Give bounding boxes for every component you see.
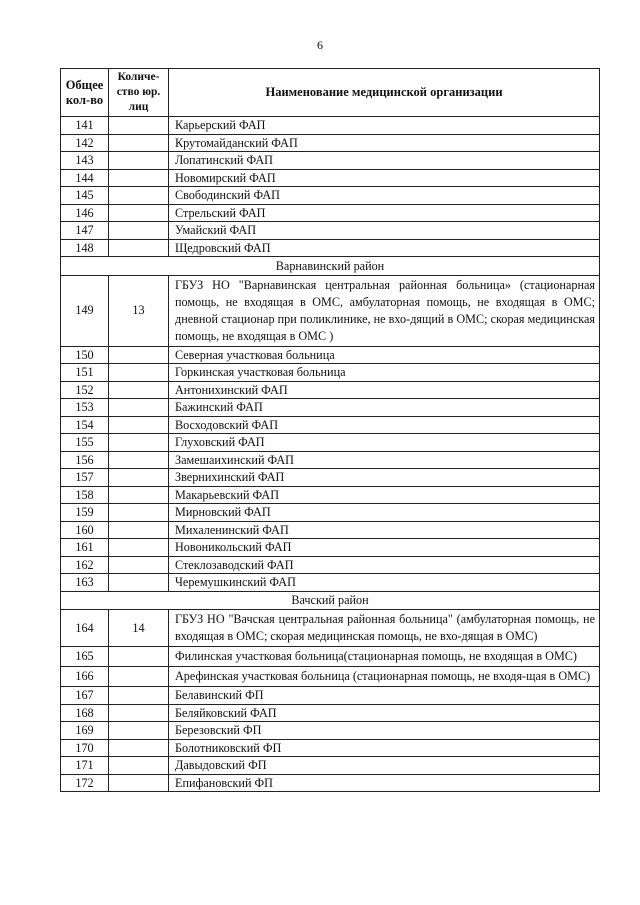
row-total-number: 163 <box>61 574 109 592</box>
table-row <box>61 134 600 152</box>
row-total-number: 149 <box>61 275 109 346</box>
row-organization-name: Беляйковский ФАП <box>169 704 600 722</box>
row-organization-name: Звернихинский ФАП <box>169 469 600 487</box>
table-row <box>61 521 600 539</box>
row-legal-entities-count <box>109 521 169 539</box>
table-row <box>61 434 600 452</box>
row-legal-entities-count <box>109 556 169 574</box>
table-row <box>61 451 600 469</box>
row-total-number: 160 <box>61 521 109 539</box>
row-total-number: 170 <box>61 739 109 757</box>
table-row <box>61 187 600 205</box>
row-organization-name: Антонихинский ФАП <box>169 381 600 399</box>
row-legal-entities-count <box>109 187 169 205</box>
row-total-number: 146 <box>61 204 109 222</box>
region-header-row <box>61 257 600 276</box>
row-total-number: 164 <box>61 610 109 647</box>
row-legal-entities-count <box>109 539 169 557</box>
row-organization-name: Северная участковая больница <box>169 346 600 364</box>
row-total-number: 159 <box>61 504 109 522</box>
row-organization-name: ГБУЗ НО "Вачская центральная районная больница" (амбулаторная помощь, не входящая в ОМС; скорая медицинская помощь, не вхо-дящая в ОМС) <box>169 610 600 647</box>
row-organization-name: Глуховский ФАП <box>169 434 600 452</box>
row-legal-entities-count <box>109 486 169 504</box>
row-total-number: 166 <box>61 667 109 687</box>
row-organization-name: Мирновский ФАП <box>169 504 600 522</box>
row-total-number: 152 <box>61 381 109 399</box>
region-header-row <box>61 591 600 610</box>
row-legal-entities-count <box>109 451 169 469</box>
table-row <box>61 169 600 187</box>
row-legal-entities-count <box>109 239 169 257</box>
row-total-number: 151 <box>61 364 109 382</box>
row-legal-entities-count <box>109 152 169 170</box>
table-row <box>61 610 600 647</box>
row-legal-entities-count <box>109 364 169 382</box>
row-legal-entities-count <box>109 117 169 135</box>
table-row <box>61 416 600 434</box>
table-row <box>61 117 600 135</box>
table-row <box>61 275 600 346</box>
row-legal-entities-count <box>109 739 169 757</box>
row-organization-name: ГБУЗ НО "Варнавинская центральная районная больница» (стационарная помощь, не входящая в ОМС, амбулаторная помощь, не входящая в ОМС; дневной стационар при поликлинике, не вхо-дящий в ОМС; скорая медицинская помощь, не входящая в ОМС ) <box>169 275 600 346</box>
row-legal-entities-count <box>109 667 169 687</box>
row-total-number: 144 <box>61 169 109 187</box>
table-row <box>61 399 600 417</box>
row-total-number: 161 <box>61 539 109 557</box>
row-legal-entities-count <box>109 687 169 705</box>
row-organization-name: Епифановский ФП <box>169 774 600 792</box>
table-row <box>61 556 600 574</box>
row-legal-entities-count <box>109 204 169 222</box>
row-organization-name: Лопатинский ФАП <box>169 152 600 170</box>
table-row <box>61 774 600 792</box>
row-organization-name: Карьерский ФАП <box>169 117 600 135</box>
table-row <box>61 574 600 592</box>
row-organization-name: Свободинский ФАП <box>169 187 600 205</box>
row-total-number: 143 <box>61 152 109 170</box>
medical-organizations-table <box>60 68 600 792</box>
table-row <box>61 486 600 504</box>
row-legal-entities-count <box>109 647 169 667</box>
header-total-count: Общее кол-во <box>61 69 109 117</box>
row-legal-entities-count <box>109 722 169 740</box>
row-legal-entities-count <box>109 504 169 522</box>
row-total-number: 157 <box>61 469 109 487</box>
row-organization-name: Березовский ФП <box>169 722 600 740</box>
row-organization-name: Горкинская участковая больница <box>169 364 600 382</box>
row-total-number: 168 <box>61 704 109 722</box>
region-name: Варнавинский район <box>61 257 600 276</box>
row-legal-entities-count <box>109 169 169 187</box>
row-total-number: 147 <box>61 222 109 240</box>
row-legal-entities-count <box>109 399 169 417</box>
table-row <box>61 469 600 487</box>
row-total-number: 162 <box>61 556 109 574</box>
row-total-number: 142 <box>61 134 109 152</box>
row-organization-name: Новомирский ФАП <box>169 169 600 187</box>
table-body <box>61 117 600 792</box>
row-total-number: 141 <box>61 117 109 135</box>
table-row <box>61 647 600 667</box>
row-total-number: 148 <box>61 239 109 257</box>
table-row <box>61 704 600 722</box>
row-legal-entities-count <box>109 574 169 592</box>
table-row <box>61 757 600 775</box>
row-legal-entities-count: 14 <box>109 610 169 647</box>
table-row <box>61 204 600 222</box>
row-organization-name: Восходовский ФАП <box>169 416 600 434</box>
row-organization-name: Белавинский ФП <box>169 687 600 705</box>
row-organization-name: Михаленинский ФАП <box>169 521 600 539</box>
row-organization-name: Замешаихинский ФАП <box>169 451 600 469</box>
table-row <box>61 381 600 399</box>
row-organization-name: Черемушкинский ФАП <box>169 574 600 592</box>
row-total-number: 169 <box>61 722 109 740</box>
row-legal-entities-count: 13 <box>109 275 169 346</box>
row-organization-name: Крутомайданский ФАП <box>169 134 600 152</box>
row-organization-name: Болотниковский ФП <box>169 739 600 757</box>
table-row <box>61 364 600 382</box>
row-legal-entities-count <box>109 416 169 434</box>
table-row <box>61 504 600 522</box>
row-total-number: 155 <box>61 434 109 452</box>
row-legal-entities-count <box>109 134 169 152</box>
row-legal-entities-count <box>109 434 169 452</box>
row-total-number: 145 <box>61 187 109 205</box>
row-organization-name: Филинская участковая больница(стационарная помощь, не входящая в ОМС) <box>169 647 600 667</box>
region-name: Вачский район <box>61 591 600 610</box>
row-organization-name: Новоникольский ФАП <box>169 539 600 557</box>
row-legal-entities-count <box>109 222 169 240</box>
row-total-number: 150 <box>61 346 109 364</box>
row-total-number: 165 <box>61 647 109 667</box>
row-total-number: 154 <box>61 416 109 434</box>
row-organization-name: Бажинский ФАП <box>169 399 600 417</box>
row-total-number: 158 <box>61 486 109 504</box>
table-row <box>61 239 600 257</box>
row-organization-name: Умайский ФАП <box>169 222 600 240</box>
header-organization-name: Наименование медицинской организации <box>169 69 600 117</box>
table-row <box>61 152 600 170</box>
table-row <box>61 687 600 705</box>
table-row <box>61 346 600 364</box>
row-legal-entities-count <box>109 704 169 722</box>
table-row <box>61 722 600 740</box>
row-legal-entities-count <box>109 381 169 399</box>
table-header-row <box>61 69 600 117</box>
row-organization-name: Щедровский ФАП <box>169 239 600 257</box>
row-organization-name: Стеклозаводский ФАП <box>169 556 600 574</box>
table-row <box>61 667 600 687</box>
row-organization-name: Стрельский ФАП <box>169 204 600 222</box>
row-legal-entities-count <box>109 346 169 364</box>
row-total-number: 167 <box>61 687 109 705</box>
table-row <box>61 739 600 757</box>
row-organization-name: Арефинская участковая больница (стационарная помощь, не входя-щая в ОМС) <box>169 667 600 687</box>
table-row <box>61 539 600 557</box>
page-number: 6 <box>317 38 323 52</box>
table-row <box>61 222 600 240</box>
row-legal-entities-count <box>109 469 169 487</box>
row-total-number: 171 <box>61 757 109 775</box>
header-legal-entities-count: Количе-ство юр. лиц <box>109 69 169 117</box>
row-legal-entities-count <box>109 774 169 792</box>
row-total-number: 153 <box>61 399 109 417</box>
row-legal-entities-count <box>109 757 169 775</box>
row-total-number: 172 <box>61 774 109 792</box>
row-total-number: 156 <box>61 451 109 469</box>
row-organization-name: Макарьевский ФАП <box>169 486 600 504</box>
row-organization-name: Давыдовский ФП <box>169 757 600 775</box>
